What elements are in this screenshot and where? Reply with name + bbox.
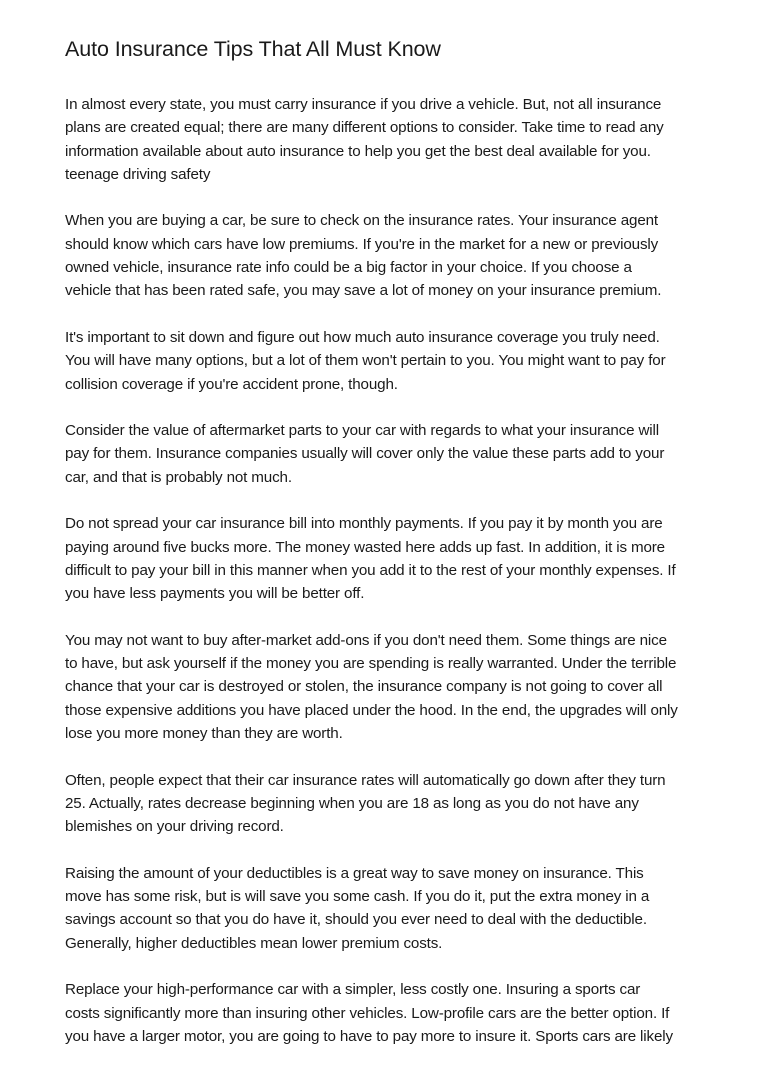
paragraph-line: pay for them. Insurance companies usually will cover only the value these parts add to your [65,445,665,463]
paragraph-line: plans are created equal; there are many different options to consider. Take time to read any [65,119,664,137]
paragraph-line: you have less payments you will be better off. [65,585,365,603]
paragraph-line: paying around five bucks more. The money wasted here adds up fast. In addition, it is more [65,538,665,556]
paragraph [65,978,715,1048]
paragraph [65,209,715,302]
paragraph-line: Consider the value of aftermarket parts to your car with regards to what your insurance will [65,422,659,440]
paragraph-line: Generally, higher deductibles mean lower premium costs. [65,934,443,952]
paragraph-line: to have, but ask yourself if the money you are spending is really warranted. Under the terrible [65,655,677,673]
paragraph-line: those expensive additions you have placed under the hood. In the end, the upgrades will only [65,701,678,719]
paragraph-line: 25. Actually, rates decrease beginning when you are 18 as long as you do not have any [65,794,639,812]
paragraph-line: should know which cars have low premiums. If you're in the market for a new or previously [65,235,659,253]
paragraph-line: It's important to sit down and figure out how much auto insurance coverage you truly need. [65,328,660,346]
paragraph-line: you have a larger motor, you are going to have to pay more to insure it. Sports cars are likely [65,1027,673,1045]
paragraph [65,862,715,955]
paragraph-line: information available about auto insurance to help you get the best deal available for you. [65,142,651,160]
paragraph-line: vehicle that has been rated safe, you may save a lot of money on your insurance premium. [65,282,662,300]
paragraph [65,326,715,396]
paragraph-line: Do not spread your car insurance bill into monthly payments. If you pay it by month you are [65,515,663,533]
paragraph [65,629,715,745]
paragraph-line: Replace your high-performance car with a simpler, less costly one. Insuring a sports car [65,981,641,999]
paragraph-line: move has some risk, but is will save you some cash. If you do it, put the extra money in a [65,888,650,906]
paragraph-line: collision coverage if you're accident prone, though. [65,375,398,393]
document-page [65,36,715,1071]
paragraph-line: You may not want to buy after-market add-ons if you don't need them. Some things are nice [65,631,667,649]
paragraph-line: savings account so that you do have it, should you ever need to deal with the deductible. [65,911,647,929]
paragraph-line: In almost every state, you must carry insurance if you drive a vehicle. But, not all insurance [65,96,662,113]
paragraph-line: difficult to pay your bill in this manner when you add it to the rest of your monthly expenses. If [65,561,676,579]
paragraph-line: When you are buying a car, be sure to check on the insurance rates. Your insurance agent [65,212,658,230]
paragraph-line: chance that your car is destroyed or stolen, the insurance company is not going to cover all [65,678,663,696]
paragraph-line: teenage driving safety [65,165,211,183]
paragraph-line: lose you more money than they are worth. [65,725,343,743]
paragraph-line: costs significantly more than insuring other vehicles. Low-profile cars are the better option. If [65,1004,670,1022]
document-title: Auto Insurance Tips That All Must Know [65,37,441,61]
paragraph-line: You will have many options, but a lot of them won't pertain to you. You might want to pay for [65,352,666,370]
paragraph-line: car, and that is probably not much. [65,468,292,486]
paragraph [65,512,715,605]
paragraph [65,419,715,489]
paragraph [65,769,715,839]
paragraph-line: Often, people expect that their car insurance rates will automatically go down after they turn [65,771,666,789]
paragraph [65,93,715,186]
paragraph-line: blemishes on your driving record. [65,818,284,836]
paragraph-line: owned vehicle, insurance rate info could be a big factor in your choice. If you choose a [65,259,632,277]
paragraph-line: Raising the amount of your deductibles is a great way to save money on insurance. This [65,864,644,882]
